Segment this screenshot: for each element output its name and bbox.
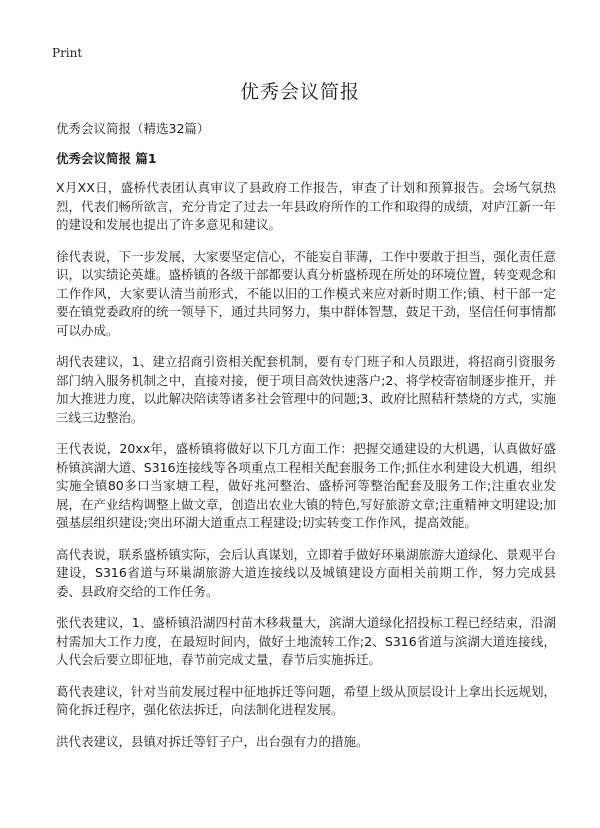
print-link[interactable]: Print <box>52 46 83 60</box>
section-heading: 优秀会议简报 篇1 <box>56 151 157 166</box>
paragraph: 徐代表说，下一步发展，大家要坚定信心，不能妄自菲薄，工作中要敢于担当，强化责任意识，以实绩论英雄。盛桥镇的各级干部都要认真分析盛桥现在所处的环境位置，转变观念和工作作风，大家要认清当前形式，不能以旧的工作模式来应对新时期工作;镇、村干部一定要在镇党委政府的统一领导下，通过共同努力，集中群体智慧，鼓足干劲，坚信任何事情都可以办成。 <box>56 248 557 338</box>
document-subtitle: 优秀会议简报（精选32篇） <box>56 121 210 136</box>
paragraph: X月XX日，盛桥代表团认真审议了县政府工作报告，审查了计划和预算报告。会场气氛热烈，代表们畅所欲言，充分肯定了过去一年县政府所作的工作和取得的成绩，对庐江新一年的建设和发展也提出了许多意见和建议。 <box>56 180 557 232</box>
paragraph: 葛代表建议，针对当前发展过程中征地拆迁等问题，希望上级从顶层设计上拿出长远规划，简化拆迁程序，强化依法拆迁，向法制化进程发展。 <box>56 683 557 717</box>
document-title: 优秀会议简报 <box>239 81 360 103</box>
paragraph: 洪代表建议，县镇对拆迁等钉子户，出台强有力的措施。 <box>56 733 369 749</box>
paragraph: 高代表说，联系盛桥镇实际，会后认真谋划，立即着手做好环巢湖旅游大道绿化、景观平台建设，S316省道与环巢湖旅游大道连接线以及城镇建设方面相关前期工作，努力完成县委、县政府交给的工作任务。 <box>56 546 557 599</box>
paragraph: 胡代表建议，1、建立招商引资相关配套机制，要有专门班子和人员跟进，将招商引资服务部门纳入服务机制之中，直接对接，便于项目高效快速落户;2、将学校寄宿制逐步推开，并加大推进力度，以此解决陪读等诸多社会管理中的问题;3、政府比照秸秆禁烧的方式，实施三线三边整治。 <box>56 354 556 425</box>
paragraph: 张代表建议，1、盛桥镇沿湖四村苗木移栽量大，滨湖大道绿化招投标工程已经结束，沿湖村需加大工作力度，在最短时间内，做好土地流转工作;2、S316省道与滨湖大道连接线，人代会后要立即征地，春节前完成丈量，春节后实施拆迁。 <box>56 615 556 667</box>
paragraph: 王代表说，20xx年，盛桥镇将做好以下几方面工作：把握交通建设的大机遇，认真做好盛桥镇滨湖大道、S316连接线等各项重点工程相关配套服务工作;抓住水利建设大机遇，组织实施全镇80多口当家塘工程，做好兆河整治、盛桥河等整治配套及服务工作;注重农业发展，在产业结构调整上做文章，创造出农业大镇的特色,写好旅游文章;注重精神文明建设;加强基层组织建设;突出环湖大道重点工程建设;切实转变工作作风，提高效能。 <box>56 441 556 530</box>
document-body <box>56 120 556 764</box>
